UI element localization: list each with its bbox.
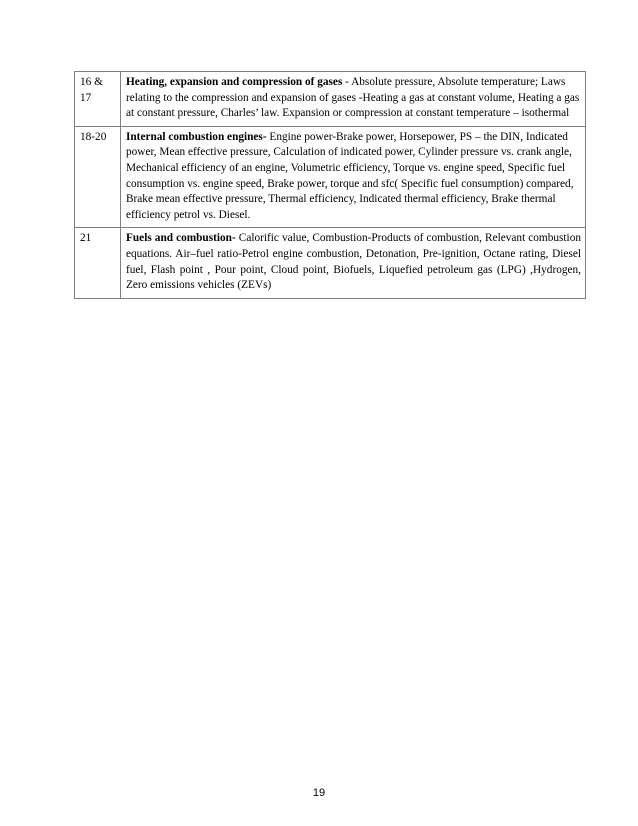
topic-cell	[121, 228, 586, 298]
week-cell: 18-20	[75, 126, 121, 228]
topic-body: Engine power-Brake power, Horsepower, PS – the DIN, Indicated power, Mean effective pressure, Calculation of indicated power, Cylinder pressure vs. crank angle, Mechanical efficiency of an engine, Volumetric efficiency, Torque vs. engine speed, Specific fuel consumption vs. engine speed, Brake power, torque and sfc( Specific fuel consumption) compared, Brake mean effective pressure, Thermal efficiency, Indicated thermal efficiency, Brake thermal efficiency petrol vs. Diesel.	[126, 130, 574, 221]
week-cell: 16 & 17	[75, 72, 121, 127]
topic-title: Internal combustion engines-	[126, 130, 267, 143]
topic-body: Calorific value, Combustion-Products of combustion, Relevant combustion equations. Air–fuel ratio-Petrol engine combustion, Detonation, Pre-ignition, Octane rating, Diesel fuel, Flash point , Pour point, Cloud point, Biofuels, Liquefied petroleum gas (LPG) ,Hydrogen, Zero emissions vehicles (ZEVs)	[126, 232, 581, 292]
table-row	[75, 228, 586, 298]
topic-title: Heating, expansion and compression of gases	[126, 76, 343, 88]
topic-body: - Absolute pressure, Absolute temperature; Laws relating to the compression and expansion of gases -Heating a gas at constant volume, Heating a gas at constant pressure, Charles’ law. Expansion or compression at constant temperature – isothermal	[126, 76, 580, 120]
topic-cell	[121, 126, 586, 228]
topic-title: Fuels and combustion-	[126, 232, 236, 245]
syllabus-table	[74, 71, 586, 299]
table-row	[75, 126, 586, 228]
week-cell: 21	[75, 228, 121, 298]
table-row	[75, 72, 586, 127]
page-number: 19	[312, 787, 326, 799]
topic-cell	[121, 72, 586, 127]
